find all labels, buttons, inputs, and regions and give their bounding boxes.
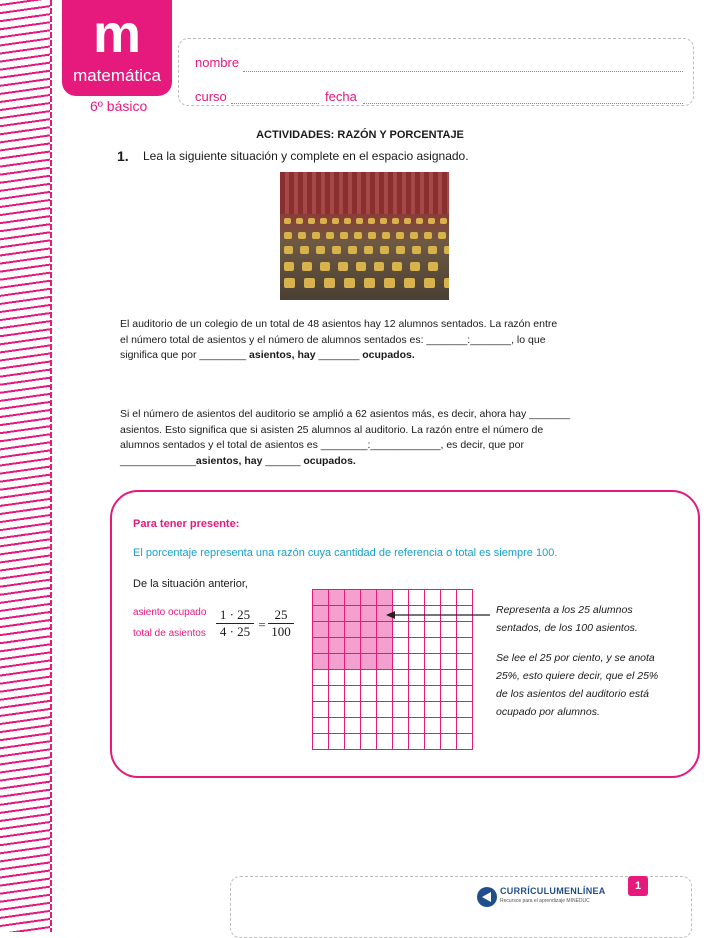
seat xyxy=(404,218,411,224)
curso-label: curso xyxy=(195,89,227,104)
grid-cell xyxy=(425,622,441,638)
seat-row xyxy=(280,232,449,244)
seat xyxy=(356,262,366,271)
matematica-logo xyxy=(62,0,172,96)
seat xyxy=(300,246,309,254)
grid-cell xyxy=(345,606,361,622)
seat xyxy=(428,262,438,271)
question-text: Lea la siguiente situación y complete en el espacio asignado. xyxy=(143,149,469,163)
seat xyxy=(302,262,312,271)
grid-cell xyxy=(345,590,361,606)
grid-cell xyxy=(393,654,409,670)
seat xyxy=(368,218,375,224)
logo-letter: m xyxy=(92,4,141,64)
seat xyxy=(354,232,362,239)
grid-cell xyxy=(393,718,409,734)
grid-cell xyxy=(425,702,441,718)
footer-brand: CURRÍCULUMENLÍNEA xyxy=(500,886,606,896)
grid-cell xyxy=(329,734,345,750)
grid-cell xyxy=(409,638,425,654)
grid-cell xyxy=(409,734,425,750)
grid-cell xyxy=(361,718,377,734)
paragraph-2-line-1: Si el número de asientos del auditorio se amplió a 62 asientos más, es decir, ahora hay _______ xyxy=(120,408,571,420)
grid-cell xyxy=(361,638,377,654)
seat xyxy=(284,246,293,254)
remember-heading: Para tener presente: xyxy=(133,518,240,530)
seat xyxy=(440,218,447,224)
grid-cell xyxy=(441,718,457,734)
grid-cell xyxy=(425,638,441,654)
seat xyxy=(332,246,341,254)
seat xyxy=(384,278,395,288)
grid-cell xyxy=(457,654,473,670)
seat xyxy=(438,232,446,239)
grid-cell xyxy=(345,718,361,734)
grid-cell xyxy=(313,622,329,638)
seat xyxy=(284,262,294,271)
seat-row xyxy=(280,262,449,274)
paragraph-2-line-3: alumnos sentados y el total de asientos es ________:____________, es decir, que por xyxy=(120,439,524,451)
grid-cell xyxy=(377,670,393,686)
note-reading: Se lee el 25 por ciento, y se anota 25%, esto quiere decir, que el 25% de los asientos del auditorio está ocupado por alumnos. xyxy=(496,652,659,718)
seat xyxy=(284,278,295,288)
grid-cell xyxy=(457,638,473,654)
seat xyxy=(320,218,327,224)
grid-cell xyxy=(329,670,345,686)
seat xyxy=(396,232,404,239)
seat xyxy=(364,246,373,254)
grid-cell xyxy=(345,638,361,654)
grid-cell xyxy=(361,590,377,606)
auditorium-photo xyxy=(280,172,449,300)
grid-cell xyxy=(425,590,441,606)
grid-cell xyxy=(457,686,473,702)
grid-cell xyxy=(329,622,345,638)
seat xyxy=(364,278,375,288)
fecha-field[interactable] xyxy=(363,103,683,104)
seat xyxy=(444,246,449,254)
grid-cell xyxy=(441,670,457,686)
fraction-2 xyxy=(268,607,294,640)
grid-cell xyxy=(361,654,377,670)
grid-cell xyxy=(377,734,393,750)
seat xyxy=(410,262,420,271)
grid-cell xyxy=(409,622,425,638)
grid-cell xyxy=(393,686,409,702)
p2-blank-a[interactable]: _____________ xyxy=(120,454,196,467)
grid-cell xyxy=(377,702,393,718)
paragraph-2 xyxy=(120,407,630,469)
seat xyxy=(392,262,402,271)
seat xyxy=(296,218,303,224)
grid-cell xyxy=(329,686,345,702)
grid-cell xyxy=(377,590,393,606)
grid-cell xyxy=(313,606,329,622)
grid-cell xyxy=(313,654,329,670)
grid-cell xyxy=(345,702,361,718)
grid-cell xyxy=(361,606,377,622)
fraction-2-denominator: 100 xyxy=(268,623,294,640)
grid-cell xyxy=(361,670,377,686)
student-info-box xyxy=(178,38,694,106)
grid-cell xyxy=(393,670,409,686)
grid-cell xyxy=(425,734,441,750)
seat xyxy=(368,232,376,239)
grid-cell xyxy=(329,590,345,606)
note-represents: Representa a los 25 alumnos sentados, de los 100 asientos. xyxy=(496,604,638,634)
seat xyxy=(356,218,363,224)
grid-cell xyxy=(457,622,473,638)
grid-cell xyxy=(345,686,361,702)
percentage-definition: El porcentaje representa una razón cuya cantidad de referencia o total es siempre 100. xyxy=(133,547,558,559)
grade-label: 6º básico xyxy=(90,98,148,114)
fraction-2-numerator: 25 xyxy=(274,607,288,622)
seat xyxy=(412,246,421,254)
grid-cell xyxy=(425,718,441,734)
grid-cell xyxy=(361,622,377,638)
p1-blank-b[interactable]: _______ xyxy=(315,349,363,361)
seat xyxy=(344,218,351,224)
seat xyxy=(320,262,330,271)
grid-arrow xyxy=(386,609,492,621)
grid-cell xyxy=(393,590,409,606)
grid-cell xyxy=(313,718,329,734)
curso-field[interactable] xyxy=(231,103,319,104)
seat xyxy=(312,232,320,239)
seat xyxy=(392,218,399,224)
p2-ocupados: ocupados. xyxy=(303,454,356,467)
curtain-backdrop xyxy=(280,172,449,214)
grid-cell xyxy=(457,734,473,750)
paragraph-1-line-2: el número total de asientos y el número de alumnos sentados es: _______:_______, lo que xyxy=(120,333,546,346)
grid-cell xyxy=(425,654,441,670)
seat xyxy=(338,262,348,271)
fraction-1 xyxy=(216,607,254,640)
p2-asientos: asientos, hay xyxy=(195,454,263,467)
paragraph-1 xyxy=(120,317,630,364)
grid-cell xyxy=(425,670,441,686)
grid-cell xyxy=(457,590,473,606)
grid-cell xyxy=(441,686,457,702)
p2-blank-b[interactable]: ______ xyxy=(262,454,304,467)
grid-cell xyxy=(313,670,329,686)
seat xyxy=(340,232,348,239)
grid-cell xyxy=(329,606,345,622)
seat xyxy=(380,246,389,254)
grid-cell xyxy=(409,686,425,702)
seat xyxy=(428,246,437,254)
seat xyxy=(410,232,418,239)
grid-cell xyxy=(441,590,457,606)
grid-cell xyxy=(457,718,473,734)
grid-cell xyxy=(329,718,345,734)
grid-cell xyxy=(393,622,409,638)
grid-cell xyxy=(393,734,409,750)
grid-cell xyxy=(441,654,457,670)
seat xyxy=(348,246,357,254)
grid-cell xyxy=(441,734,457,750)
grid-cell xyxy=(361,734,377,750)
seat xyxy=(304,278,315,288)
nombre-field[interactable] xyxy=(243,71,683,72)
paragraph-2-line-2: asientos. Esto significa que si asisten 25 alumnos al auditorio. La razón entre el número de xyxy=(120,423,544,436)
grid-cell xyxy=(457,702,473,718)
seat-row xyxy=(280,246,449,258)
situation-intro: De la situación anterior, xyxy=(133,578,248,590)
seat xyxy=(444,278,449,288)
seat xyxy=(344,278,355,288)
grid-cell xyxy=(361,686,377,702)
seat xyxy=(326,232,334,239)
seat-row xyxy=(280,218,449,230)
seat xyxy=(424,278,435,288)
grid-cell xyxy=(345,654,361,670)
grid-cell xyxy=(393,638,409,654)
grid-cell xyxy=(377,622,393,638)
nombre-label: nombre xyxy=(195,55,240,70)
grid-cell xyxy=(393,702,409,718)
page-number: 1 xyxy=(628,876,648,896)
seat xyxy=(374,262,384,271)
footer-box xyxy=(230,876,692,938)
grid-cell xyxy=(441,702,457,718)
seat xyxy=(404,278,415,288)
fraction-label-denominator: total de asientos xyxy=(133,628,206,639)
grid-cell xyxy=(329,654,345,670)
fecha-label: fecha xyxy=(325,89,357,104)
grid-cell xyxy=(313,702,329,718)
grid-cell xyxy=(313,638,329,654)
paragraph-1-line-1: El auditorio de un colegio de un total de 48 asientos hay 12 alumnos sentados. La razón entre xyxy=(120,318,558,330)
seat xyxy=(396,246,405,254)
question-number: 1. xyxy=(117,148,129,164)
grid-cell xyxy=(441,622,457,638)
p1-asientos: asientos, hay xyxy=(249,349,316,361)
fraction-1-denominator: 4 · 25 xyxy=(216,623,254,640)
seat-row xyxy=(280,278,449,290)
grid-cell xyxy=(345,734,361,750)
seat xyxy=(382,232,390,239)
grid-cell xyxy=(409,670,425,686)
grid-cell xyxy=(377,654,393,670)
seat xyxy=(308,218,315,224)
grid-cell xyxy=(345,622,361,638)
grid-cell xyxy=(409,590,425,606)
p1-ocupados: ocupados. xyxy=(362,349,415,361)
grid-cell xyxy=(409,718,425,734)
grid-cell xyxy=(425,686,441,702)
seat xyxy=(284,218,291,224)
seat xyxy=(316,246,325,254)
grid-cell xyxy=(441,638,457,654)
p1-blank-a[interactable]: significa que por ________ xyxy=(120,349,250,361)
grid-cell xyxy=(329,702,345,718)
seat xyxy=(416,218,423,224)
grid-cell xyxy=(409,654,425,670)
fraction-1-numerator: 1 · 25 xyxy=(219,607,251,622)
footer-brand-sub: Recursos para el aprendizaje MINEDUC xyxy=(500,898,590,904)
grid-cell xyxy=(377,686,393,702)
paragraph-1-line-3 xyxy=(120,348,630,364)
grid-cell xyxy=(377,638,393,654)
seat xyxy=(298,232,306,239)
seat xyxy=(324,278,335,288)
seat xyxy=(284,232,292,239)
grid-cell xyxy=(457,670,473,686)
grid-cell xyxy=(377,718,393,734)
grid-cell xyxy=(409,702,425,718)
seat xyxy=(332,218,339,224)
seat xyxy=(428,218,435,224)
seat xyxy=(380,218,387,224)
grid-cell xyxy=(345,670,361,686)
grid-cell xyxy=(329,638,345,654)
paragraph-2-line-4 xyxy=(120,454,630,470)
fraction-label-numerator: asiento ocupado xyxy=(133,607,207,618)
grid-cell xyxy=(313,686,329,702)
logo-word: matemática xyxy=(73,66,161,85)
seat xyxy=(424,232,432,239)
grid-cell xyxy=(313,590,329,606)
grid-cell xyxy=(361,702,377,718)
page-title: ACTIVIDADES: RAZÓN Y PORCENTAJE xyxy=(256,129,464,141)
grid-cell xyxy=(313,734,329,750)
equals-sign: = xyxy=(258,617,266,632)
